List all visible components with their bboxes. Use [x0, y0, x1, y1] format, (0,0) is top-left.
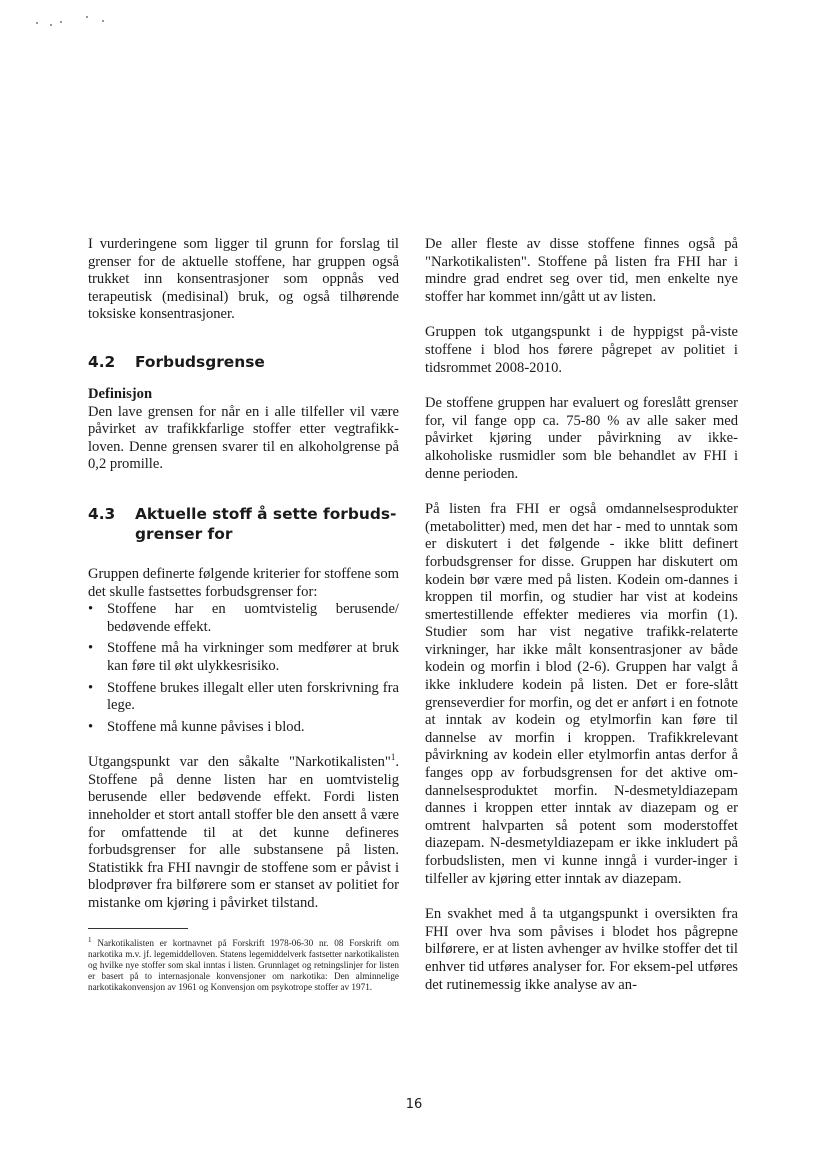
bullet-icon: •: [88, 679, 94, 696]
definition-label: Definisjon: [88, 385, 153, 402]
footnote-number: 1: [88, 935, 92, 944]
right-column: [425, 236, 738, 1012]
left-column: [88, 236, 399, 994]
footnote-reference[interactable]: 1: [390, 752, 396, 763]
scan-specks: [34, 14, 114, 34]
intro-paragraph: I vurderingene som ligger til grunn for forslag til grenser for de aktuelle stoffene, har gruppen også trukket inn konsentrasjoner som oppnås ved terapeutisk (medisinal) bruk, og også tilhørende toksiske konsentrasjoner.: [88, 236, 399, 323]
section-number: 4.2: [88, 352, 116, 371]
paragraph: Gruppen tok utgangspunkt i de hyppigst på-viste stoffene i blod hos førere pågrepet av politiet i tidsrommet 2008-2010.: [425, 324, 738, 376]
section-title: Aktuelle stoff å sette forbuds-grenser for: [135, 504, 397, 543]
footnote-divider: [88, 928, 188, 929]
definition-text: Den lave grensen for når en i alle tilfeller vil være påvirket av trafikkfarlige stoffer etter vegtrafikk-loven. Denne grensen svarer til en alkoholgrense på 0,2 promille.: [88, 403, 399, 473]
bullet-icon: •: [88, 640, 94, 657]
bullet-icon: •: [88, 718, 94, 735]
criteria-intro: Gruppen definerte følgende kriterier for stoffene som det skulle fastsettes forbudsgrenser for:: [88, 565, 399, 600]
page-number: 16: [405, 1097, 423, 1112]
paragraph: De aller fleste av disse stoffene finnes også på "Narkotikalisten". Stoffene på listen fra FHI har i mindre grad endret seg over tid, men enkelte nye stoffer har kommet inn/gått ut av listen.: [425, 236, 738, 305]
section-number: 4.3: [88, 504, 116, 523]
paragraph: De stoffene gruppen har evaluert og foreslått grenser for, vil fange opp ca. 75-80 % av alle saker med påvirket kjøring under påvirkning av ikke-alkoholiske rusmidler som ble behandlet av FHI i denne perioden.: [425, 395, 738, 482]
footnote: $^1$ Narkotikalisten er kortnavnet på Forskrift 1978-06-30 nr. 08 Forskrift om narkotika m.v. jf. legemiddelloven. Statens legemiddelverk fastsetter narkotikalisten og hvilke nye stoffer som skal inntas i listen. Grunnlaget og retningslinjer for listen er basert på to internasjonale konvensjoner om narkotika: Den alminnelige narkotikakonvensjon av 1961 og Konvensjon om psykotrope stoffer av 1971.: [88, 935, 399, 993]
bullet-icon: •: [88, 601, 94, 618]
list-item: • Stoffene må ha virkninger som medfører at bruk kan føre til økt ulykkesrisiko.: [88, 640, 399, 674]
paragraph: På listen fra FHI er også omdannelsesprodukter (metabolitter) med, men det har - med to unntak som er diskutert i det følgende - ikke blitt definert forbudsgrenser for disse. Gruppen har diskutert om kodein bør være med på listen. Kodein om-dannes i kroppen til morfin, og studier har vist at kodeins smertestillende effekter medieres via morfin (1). Studier som har vist negative trafikk-relaterte virkninger, har ikke målt konsentrasjoner av både kodein og morfin i blod (2-6). Gruppen har valgt å ikke inkludere kodein på listen. Det er fore-slått grenseverdier for morfin, og det er anført i en fotnote at inntak av kodein og etylmorfin kan føre til dannelse av morfin i kroppen. Trafikkrelevant påvirkning av kodein eller etylmorfin antas derfor å fanges opp av forbudsgrensen for det aktive om-dannelsesproduktet morfin. N-desmetyldiazepam dannes i kroppen etter inntak av diazepam og er omtrent halvparten så potent som moderstoffet diazepam. N-desmetyldiazepam er ikke inkludert på forbudslisten, men vi kunne inngå i vurder-inger i tilfeller av kjøring etter inntak av diazepam.: [425, 501, 738, 887]
list-item: • Stoffene brukes illegalt eller uten forskrivning fra lege.: [88, 679, 399, 714]
paragraph: En svakhet med å ta utgangspunkt i oversikten fra FHI over hva som påvises i blodet hos pågrepne bilførere, er at listen avhenger av hvilke stoffer det til enhver tid utføres analyser for. For eksem-pel utføres det rutinemessig ikke analyse av an-: [425, 906, 738, 993]
list-item: • Stoffene må kunne påvises i blod.: [88, 718, 305, 735]
narkotika-paragraph: Utgangspunkt var den såkalte "Narkotikalisten"$^1$. Stoffene på denne listen har en uomtvistelig berusende eller bedøvende effekt. Fordi listen inneholder et stort antall stoffer ble den ansett å være for omfattende til at det kunne defineres forbudsgrenser for alle substansene på listen. Statistikk fra FHI navngir de stoffene som er påvist i blodprøver fra bilførere som er stanset av politiet for mistanke om kjøring i påvirket tilstand.: [88, 752, 399, 912]
section-title: Forbudsgrense: [135, 352, 265, 371]
criteria-list: [88, 601, 399, 736]
section-heading-4-2: [88, 352, 399, 372]
list-item: • Stoffene har en uomtvistelig berusende/ bedøvende effekt.: [88, 601, 399, 635]
section-heading-4-3: [88, 504, 399, 544]
